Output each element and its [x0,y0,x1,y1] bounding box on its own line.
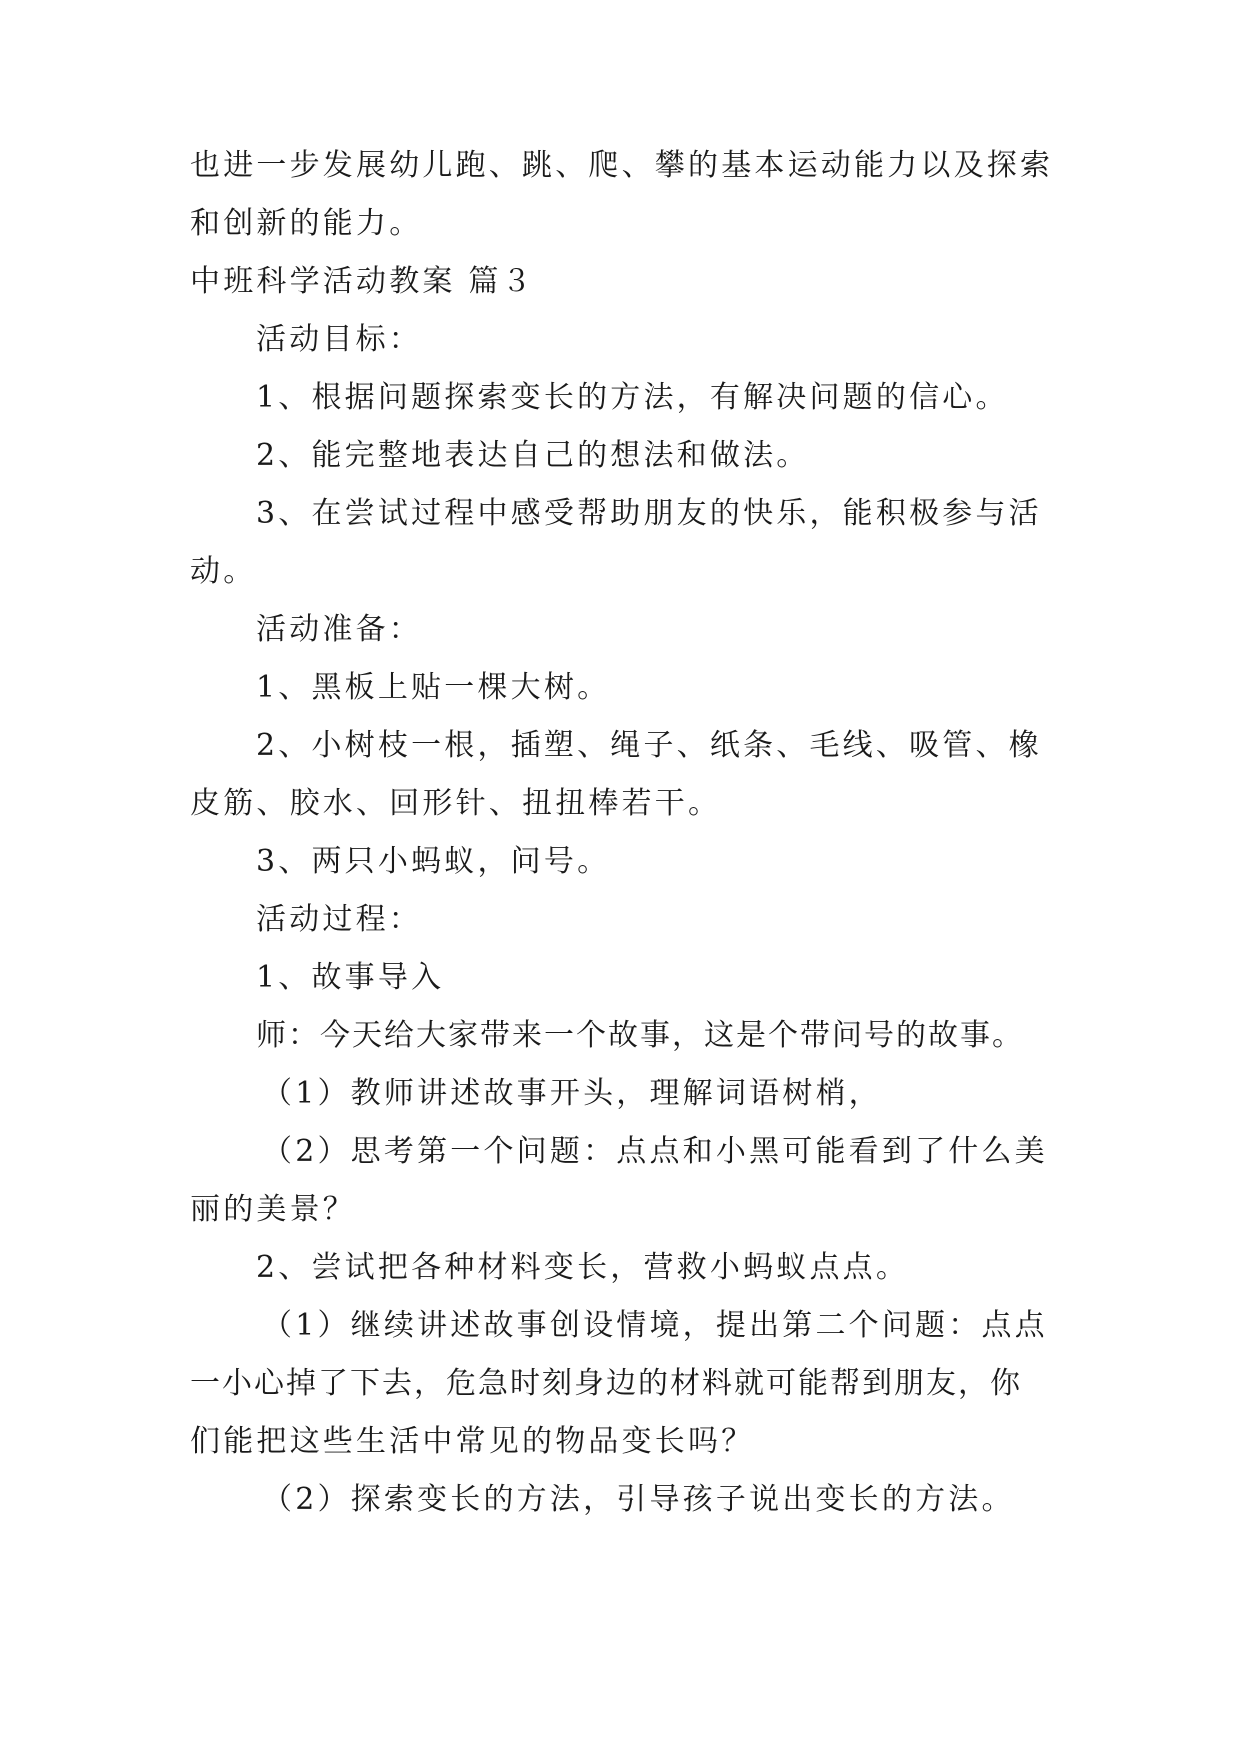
list-item: 1、故事导入 [256,960,445,995]
list-item: 2、尝试把各种材料变长，营救小蚂蚁点点。 [256,1250,910,1285]
list-item: （1）教师讲述故事开头，理解词语树梢， [262,1076,882,1111]
paragraph-line: 动。 [190,554,257,589]
subheading-process: 活动过程： [256,902,422,937]
paragraph-line: 一小心掉了下去，危急时刻身边的材料就可能帮到朋友，你 [190,1366,1022,1401]
list-item: （1）继续讲述故事创设情境，提出第二个问题：点点 [262,1308,1048,1343]
paragraph-line: 也进一步发展幼儿跑、跳、爬、攀的基本运动能力以及探索 [190,148,1054,183]
list-item: 3、两只小蚂蚁，问号。 [256,844,611,879]
paragraph-line: 师：今天给大家带来一个故事，这是个带问号的故事。 [256,1018,1024,1053]
list-item: 2、小树枝一根，插塑、绳子、纸条、毛线、吸管、橡 [256,728,1042,763]
list-item: 1、根据问题探索变长的方法，有解决问题的信心。 [256,380,1009,415]
subheading-preparation: 活动准备： [256,612,422,647]
paragraph-line: 和创新的能力。 [190,206,423,241]
paragraph-line: 们能把这些生活中常见的物品变长吗？ [190,1424,755,1459]
subheading-objectives: 活动目标： [256,322,422,357]
list-item: 3、在尝试过程中感受帮助朋友的快乐，能积极参与活 [256,496,1042,531]
section-heading: 中班科学活动教案 篇３ [190,264,535,299]
list-item: 1、黑板上贴一棵大树。 [256,670,611,705]
list-item: （2）思考第一个问题：点点和小黑可能看到了什么美 [262,1134,1048,1169]
paragraph-line: 丽的美景？ [190,1192,356,1227]
list-item: （2）探索变长的方法，引导孩子说出变长的方法。 [262,1482,1015,1517]
list-item: 2、能完整地表达自己的想法和做法。 [256,438,810,473]
paragraph-line: 皮筋、胶水、回形针、扭扭棒若干。 [190,786,722,821]
